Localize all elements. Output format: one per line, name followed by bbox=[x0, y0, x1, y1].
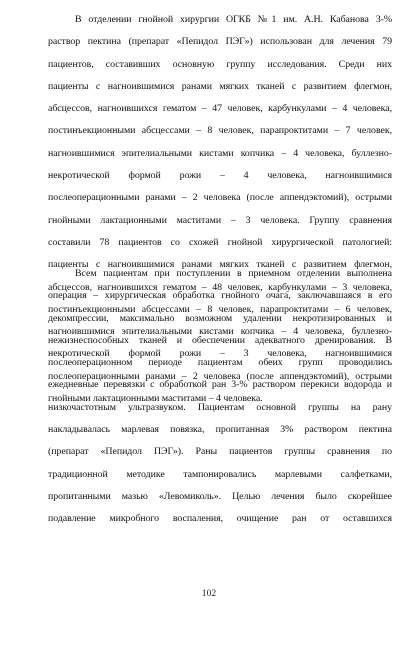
text-line: послеоперационными ранами – 2 человека (после аппендэктомий), острыми bbox=[48, 370, 392, 382]
text-line: Всем пациентам при поступлении в приемном отделении выполнена bbox=[75, 268, 392, 279]
text-line: В отделении гнойной хирургии ОГКБ №1 им. А.Н. Кабанова 3-% bbox=[75, 14, 392, 25]
text-line: нежизнеспособных тканей и обеспечении адекватного дренирования. В bbox=[48, 334, 392, 346]
text-line: гнойными лактационными маститами – 4 человека. bbox=[48, 393, 263, 405]
text-line: пациентов, составивших основную группу исследования. Среди них bbox=[48, 58, 392, 70]
paragraph-2 bbox=[48, 263, 392, 531]
text-line: пропитанными мазью «Левомиколь». Целью лечения было скорейшее bbox=[48, 490, 392, 502]
text-line: гнойными лактационными маститами – 3 человека. Группу сравнения bbox=[48, 214, 392, 226]
text-line: абсцессов, нагноившихся гематом – 47 человек, карбункулами – 4 человека, bbox=[48, 103, 392, 115]
page-number: 102 bbox=[201, 588, 217, 599]
text-line: пациенты с нагноившимися ранами мягких тканей с развитием флегмон, bbox=[48, 80, 392, 92]
text-line: раствор пектина (препарат «Пепидол ПЭГ») использован для лечения 79 bbox=[48, 36, 392, 48]
text-line: постинъекционными абсцессами – 8 человек, парапроктитами – 6 человек, bbox=[48, 303, 392, 315]
text-line: декомпрессии, максимально возможном удалении некротизированных и bbox=[48, 312, 392, 324]
text-line: абсцессов, нагноившихся гематом – 48 человек, карбункулами – 3 человека, bbox=[48, 281, 392, 293]
text-line: традиционной методике тампонировались марлевыми салфетками, bbox=[48, 468, 392, 480]
text-line: постинъекционными абсцессами – 8 человек, парапроктитами – 7 человек, bbox=[48, 125, 392, 137]
text-line: подавление микробного воспаления, очищение ран от оставшихся bbox=[48, 513, 392, 525]
text-line: послеоперационными ранами – 2 человека (после аппендэктомий), острыми bbox=[48, 192, 392, 204]
text-line: низкочастотным ультразвуком. Пациентам основной группы на рану bbox=[48, 401, 392, 413]
text-line: накладывалась марлевая повязка, пропитанная 3% раствором пектина bbox=[48, 424, 392, 436]
text-line: нагноившимися эпителиальными кистами копчика – 4 человека, буллезно- bbox=[48, 147, 392, 159]
text-line: составили 78 пациентов со схожей гнойной хирургической патологией: bbox=[48, 236, 392, 248]
text-line: пациенты с нагноившимися ранами мягких тканей с развитием флегмон, bbox=[48, 259, 392, 271]
text-line: нагноившимися эпителиальными кистами копчика – 4 человека, буллезно- bbox=[48, 326, 392, 338]
text-line: (препарат «Пепидол ПЭГ»). Раны пациентов группы сравнения по bbox=[48, 446, 392, 458]
text-line: послеоперационном периоде пациентам обеих групп проводились bbox=[48, 357, 392, 369]
text-line: операция – хирургическая обработка гнойного очага, заключавшаяся в его bbox=[48, 290, 392, 302]
text-line: ежедневные перевязки с обработкой ран 3-% раствором перекиси водорода и bbox=[48, 379, 392, 391]
text-line: некротической формой рожи – 4 человека, нагноившимися bbox=[48, 170, 392, 182]
text-line: некротической формой рожи – 3 человека, нагноившимися bbox=[48, 348, 392, 360]
